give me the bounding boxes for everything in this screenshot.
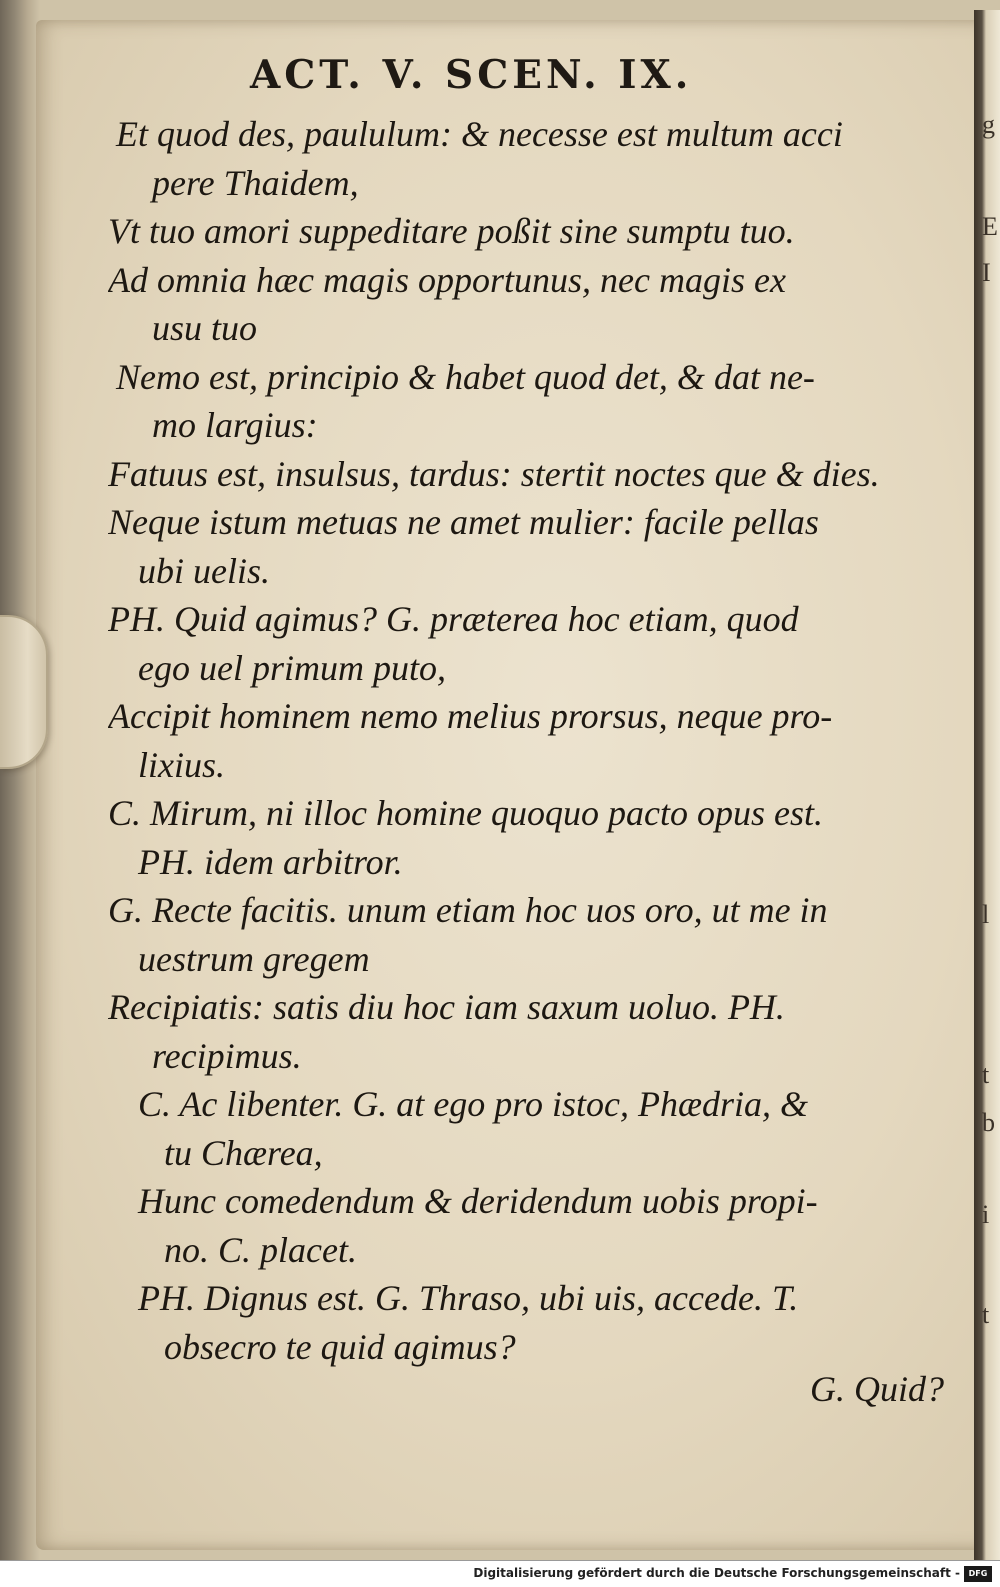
- text-line: uestrum gregem: [138, 938, 370, 979]
- text-line: pere Thaidem,: [152, 162, 359, 203]
- text-line: PH. Dignus est. G. Thraso, ubi uis, accede. T.: [138, 1278, 799, 1318]
- text-line: usu tuo: [152, 308, 258, 348]
- fragment-letter: g: [982, 110, 995, 139]
- text-line: C. Ac libenter. G. at ego pro istoc, Phædria, &: [138, 1084, 808, 1124]
- fragment-letter: t: [982, 1300, 990, 1329]
- fragment-letter: E: [982, 212, 998, 241]
- text-line: Neque istum metuas ne amet mulier: facile pellas: [108, 502, 819, 542]
- text-line: recipimus.: [152, 1035, 302, 1076]
- text-block: [108, 110, 953, 1371]
- page-header: ACT. V. SCEN. IX.: [250, 52, 693, 98]
- text-line: Accipit hominem nemo melius prorsus, neque pro-: [108, 696, 833, 736]
- text-line: Et quod des, paululum: & necesse est multum acci: [116, 114, 843, 154]
- funding-notice: Digitalisierung gefördert durch die Deutsche Forschungsgemeinschaft -: [473, 1566, 960, 1580]
- text-line: G. Recte facitis. unum etiam hoc uos oro, ut me in: [108, 890, 828, 930]
- facing-page-fragments: [978, 100, 1000, 1400]
- text-line: ego uel primum puto,: [138, 647, 446, 688]
- footer-bar: [0, 1560, 1000, 1587]
- text-line: Nemo est, principio & habet quod det, & dat ne-: [116, 356, 815, 397]
- fragment-letter: b: [982, 1108, 995, 1137]
- text-line: PH. idem arbitror.: [138, 841, 403, 882]
- text-line: C. Mirum, ni illoc homine quoquo pacto opus est.: [108, 793, 823, 833]
- text-line: Fatuus est, insulsus, tardus: stertit noctes que & dies.: [108, 453, 880, 494]
- text-line: Recipiatis: satis diu hoc iam saxum uoluo. PH.: [108, 987, 785, 1027]
- text-line: tu Chærea,: [164, 1132, 323, 1173]
- text-line: no. C. placet.: [164, 1229, 357, 1270]
- text-line: lixius.: [138, 744, 225, 785]
- book-clasp: [0, 615, 48, 769]
- dfg-logo: DFG: [964, 1566, 992, 1582]
- text-line: Vt tuo amori suppeditare poßit sine sumptu tuo.: [108, 211, 795, 251]
- fragment-letter: t: [982, 1060, 990, 1089]
- catchword: G. Quid?: [810, 1369, 944, 1409]
- text-line: mo largius:: [152, 405, 318, 445]
- fragment-letter: i: [982, 1200, 990, 1229]
- text-line: Ad omnia hæc magis opportunus, nec magis ex: [108, 259, 786, 300]
- text-line: Hunc comedendum & deridendum uobis propi-: [138, 1181, 818, 1221]
- fragment-letter: l: [982, 900, 990, 929]
- text-line: PH. Quid agimus? G. præterea hoc etiam, quod: [108, 599, 799, 639]
- fragment-letter: I: [982, 258, 991, 287]
- text-line: ubi uelis.: [138, 550, 270, 591]
- text-line: obsecro te quid agimus?: [164, 1326, 516, 1367]
